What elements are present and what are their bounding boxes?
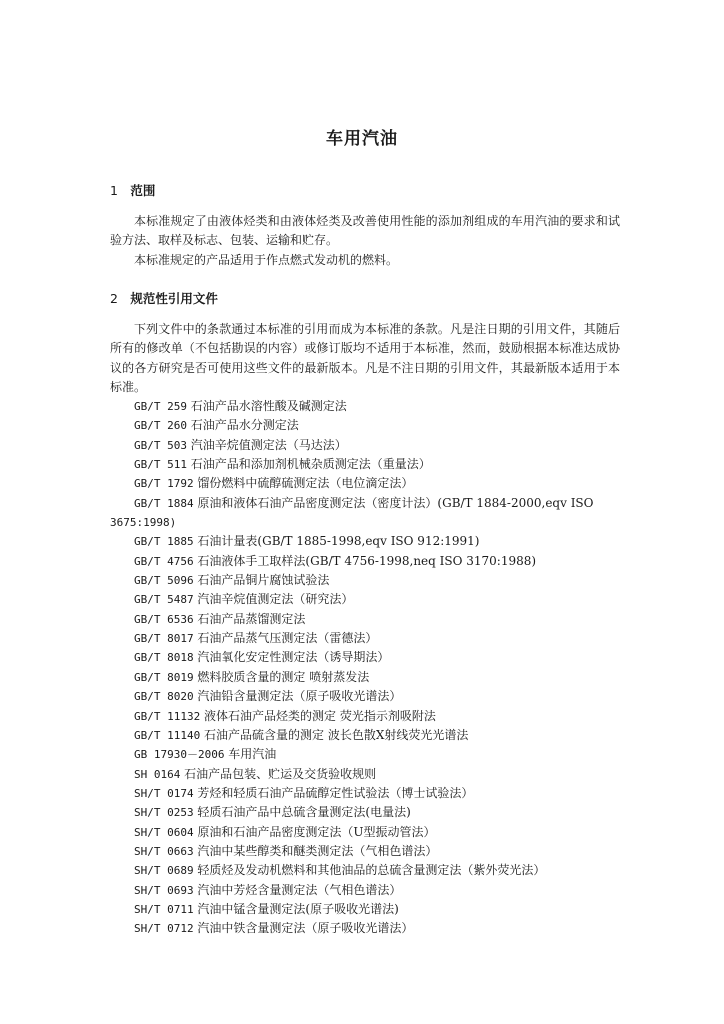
reference-item [110, 474, 620, 493]
reference-title: 石油产品水分测定法 [186, 418, 299, 433]
reference-item [110, 842, 620, 861]
reference-code: GB/T 260 [134, 419, 187, 433]
reference-code: GB/T 1792 [134, 477, 194, 491]
reference-title: 石油计量表(GB/T 1885-1998,eqv ISO 912:1991) [193, 534, 480, 549]
reference-title: 原油和液体石油产品密度测定法（密度计法）(GB/T 1884-2000,eqv ISO [193, 495, 594, 510]
reference-item [110, 571, 620, 590]
reference-title: 石油产品铜片腐蚀试验法 [193, 573, 330, 588]
reference-title: 芳烃和轻质石油产品硫醇定性试验法（博士试验法） [193, 785, 474, 800]
reference-title: 汽油辛烷值测定法（马达法） [186, 437, 347, 452]
reference-code: SH/T 0253 [134, 806, 194, 820]
reference-code: SH/T 0689 [134, 864, 194, 878]
section-2-paragraph-1: 下列文件中的条款通过本标准的引用而成为本标准的条款。凡是注日期的引用文件，其随后所有的修改单（不包括勘误的内容）或修订版均不适用于本标准，然而，鼓励根据本标准达成协议的各方研究是否可使用这些文件的最新版本。凡是不注日期的引用文件，其最新版本适用于本标准。 [110, 322, 620, 395]
reference-title: 石油产品蒸气压测定法（雷德法） [193, 631, 378, 646]
reference-title: 石油液体手工取样法(GB/T 4756-1998,neq ISO 3170:1988) [193, 553, 537, 568]
section-1-paragraph-1: 本标准规定了由液体烃类和由液体烃类及改善使用性能的添加剂组成的车用汽油的要求和试验方法、取样及标志、包装、运输和贮存。 [110, 214, 620, 248]
reference-code: GB/T 1884 [134, 496, 194, 510]
reference-code: GB/T 6536 [134, 612, 194, 626]
section-2-heading [110, 289, 218, 307]
reference-item [110, 861, 620, 880]
section-2-number: 2 [110, 291, 118, 306]
reference-code: GB/T 8017 [134, 632, 194, 646]
reference-title: 燃料胶质含量的测定 喷射蒸发法 [193, 669, 370, 684]
reference-item [110, 765, 620, 784]
reference-title: 石油产品水溶性酸及碱测定法 [186, 399, 347, 413]
reference-title: 石油产品和添加剂机械杂质测定法（重量法） [186, 457, 431, 472]
section-1-heading [110, 181, 155, 199]
reference-item [110, 494, 620, 533]
reference-code: SH 0164 [134, 767, 181, 781]
reference-code: GB/T 1885 [134, 535, 194, 549]
reference-title: 汽油中铁含量测定法（原子吸收光谱法） [193, 921, 414, 936]
reference-item [110, 803, 620, 822]
reference-code: SH/T 0693 [134, 883, 194, 897]
reference-code: SH/T 0663 [134, 844, 194, 858]
reference-item [110, 726, 620, 745]
reference-code: SH/T 0174 [134, 786, 194, 800]
reference-title: 汽油中某些醇类和醚类测定法（气相色谱法） [193, 843, 438, 858]
reference-code: GB/T 259 [134, 400, 187, 413]
section-1-paragraph-2: 本标准规定的产品适用于作点燃式发动机的燃料。 [134, 253, 399, 267]
reference-item [110, 455, 620, 474]
reference-code: GB/T 5487 [134, 593, 194, 607]
reference-item [110, 784, 620, 803]
normative-references-list [110, 397, 620, 939]
reference-code: GB 17930－2006 [134, 748, 225, 762]
document-title: 车用汽油 [326, 129, 398, 149]
reference-item [110, 881, 620, 900]
reference-code: GB/T 11140 [134, 728, 201, 742]
reference-title: 汽油铅含量测定法（原子吸收光谱法） [193, 689, 402, 704]
reference-item [110, 668, 620, 687]
reference-code: SH/T 0711 [134, 902, 194, 916]
reference-code: GB/T 11132 [134, 709, 201, 723]
reference-code: SH/T 0604 [134, 825, 194, 839]
reference-code: GB/T 5096 [134, 574, 194, 588]
reference-item [110, 590, 620, 609]
reference-continuation: 3675:1998) [110, 516, 177, 530]
reference-item [110, 687, 620, 706]
reference-item [110, 416, 620, 435]
reference-title: 石油产品蒸馏测定法 [193, 611, 306, 626]
reference-item [110, 919, 620, 938]
reference-title: 馏份燃料中硫醇硫测定法（电位滴定法） [193, 476, 414, 491]
reference-title: 原油和石油产品密度测定法（U型振动管法） [193, 824, 436, 839]
reference-title: 汽油氧化安定性测定法（诱导期法） [193, 650, 390, 665]
section-1-number: 1 [110, 183, 118, 198]
reference-item [110, 900, 620, 919]
reference-item [110, 552, 620, 571]
reference-code: GB/T 8018 [134, 651, 194, 665]
reference-title: 轻质石油产品中总硫含量测定法(电量法) [193, 805, 411, 820]
reference-item [110, 745, 620, 764]
reference-title: 汽油中芳烃含量测定法（气相色谱法） [193, 882, 402, 897]
reference-item [110, 629, 620, 648]
section-2-title: 规范性引用文件 [130, 291, 218, 306]
reference-code: GB/T 511 [134, 458, 187, 472]
reference-item [110, 397, 620, 416]
reference-code: SH/T 0712 [134, 922, 194, 936]
reference-item [110, 532, 620, 551]
reference-title: 石油产品硫含量的测定 波长色散X射线荧光光谱法 [200, 727, 469, 742]
reference-code: GB/T 503 [134, 438, 187, 452]
reference-item [110, 823, 620, 842]
reference-code: GB/T 8019 [134, 670, 194, 684]
reference-code: GB/T 8020 [134, 690, 194, 704]
reference-item [110, 436, 620, 455]
reference-item [110, 707, 620, 726]
section-1-title: 范围 [130, 183, 156, 198]
reference-item [110, 610, 620, 629]
reference-code: GB/T 4756 [134, 554, 194, 568]
reference-title: 车用汽油 [224, 747, 277, 762]
reference-item [110, 648, 620, 667]
reference-title: 石油产品包装、贮运及交货验收规则 [180, 766, 377, 781]
reference-title: 汽油辛烷值测定法（研究法） [193, 592, 354, 607]
reference-title: 汽油中锰含量测定法(原子吸收光谱法) [193, 901, 399, 916]
reference-title: 轻质烃及发动机燃料和其他油品的总硫含量测定法（紫外荧光法） [193, 863, 546, 878]
reference-title: 液体石油产品烃类的测定 荧光指示剂吸附法 [200, 708, 436, 723]
